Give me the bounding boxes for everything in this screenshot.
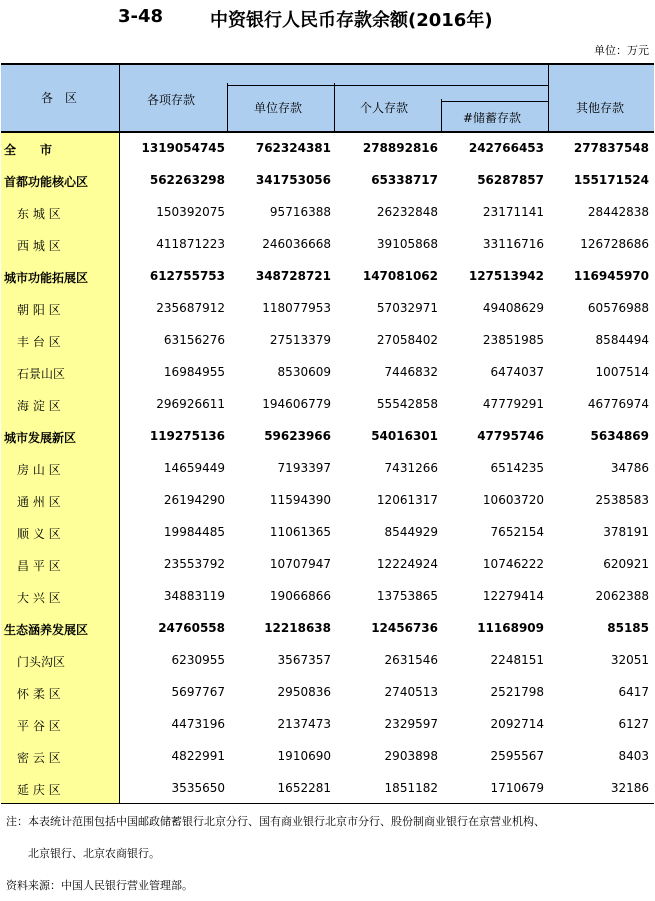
value-cell: 23171141 xyxy=(482,205,544,219)
value-cell: 1652281 xyxy=(277,781,331,795)
value-cell: 2903898 xyxy=(384,749,438,763)
region-name: 全 市 xyxy=(4,143,53,157)
region-name: 房 山 区 xyxy=(17,463,61,477)
value-cell: 10746222 xyxy=(482,557,544,571)
header-corporate: 单位存款 xyxy=(254,101,303,115)
value-cell: 119275136 xyxy=(149,429,225,443)
region-name: 密 云 区 xyxy=(17,751,61,765)
value-cell: 26194290 xyxy=(163,493,225,507)
value-cell: 246036668 xyxy=(262,237,331,251)
value-cell: 2538583 xyxy=(595,493,649,507)
table-row xyxy=(1,613,654,645)
value-cell: 32051 xyxy=(610,653,649,667)
value-cell: 378191 xyxy=(603,525,649,539)
region-name: 通 州 区 xyxy=(17,495,61,509)
value-cell: 118077953 xyxy=(262,301,331,315)
note-line-2: 北京银行、北京农商银行。 xyxy=(28,847,160,860)
value-cell: 16984955 xyxy=(163,365,225,379)
value-cell: 28442838 xyxy=(587,205,649,219)
region-name: 大 兴 区 xyxy=(17,591,61,605)
value-cell: 341753056 xyxy=(255,173,331,187)
value-cell: 46776974 xyxy=(587,397,649,411)
table-row xyxy=(1,485,654,517)
table-row xyxy=(1,549,654,581)
value-cell: 1910690 xyxy=(277,749,331,763)
table-row xyxy=(1,133,654,165)
value-cell: 1710679 xyxy=(490,781,544,795)
value-cell: 65338717 xyxy=(371,173,438,187)
region-name: 首都功能核心区 xyxy=(4,175,89,189)
region-name: 西 城 区 xyxy=(17,239,61,253)
value-cell: 1851182 xyxy=(384,781,438,795)
value-cell: 411871223 xyxy=(156,237,225,251)
value-cell: 10707947 xyxy=(269,557,331,571)
value-cell: 8544929 xyxy=(384,525,438,539)
table-row xyxy=(1,677,654,709)
value-cell: 47779291 xyxy=(482,397,544,411)
page-title xyxy=(0,4,655,34)
value-cell: 2521798 xyxy=(490,685,544,699)
table-row xyxy=(1,197,654,229)
region-name: 延 庆 区 xyxy=(17,783,61,797)
value-cell: 2092714 xyxy=(490,717,544,731)
region-name: 门头沟区 xyxy=(17,655,66,669)
table-row xyxy=(1,453,654,485)
value-cell: 55542858 xyxy=(376,397,438,411)
unit-label: 单位：万元 xyxy=(594,44,649,57)
value-cell: 235687912 xyxy=(156,301,225,315)
region-name: 昌 平 区 xyxy=(17,559,61,573)
table-row xyxy=(1,325,654,357)
value-cell: 12456736 xyxy=(371,621,438,635)
region-name: 城市发展新区 xyxy=(4,431,77,445)
value-cell: 11061365 xyxy=(269,525,331,539)
value-cell: 63156276 xyxy=(163,333,225,347)
value-cell: 7193397 xyxy=(277,461,331,475)
value-cell: 54016301 xyxy=(371,429,438,443)
region-name: 城市功能拓展区 xyxy=(4,271,89,285)
value-cell: 2740513 xyxy=(384,685,438,699)
table-row xyxy=(1,581,654,613)
region-name: 东 城 区 xyxy=(17,207,61,221)
value-cell: 1007514 xyxy=(595,365,649,379)
header-other: 其他存款 xyxy=(576,101,625,115)
value-cell: 56287857 xyxy=(477,173,544,187)
value-cell: 12279414 xyxy=(482,589,544,603)
note-line-1: 注：本表统计范围包括中国邮政储蓄银行北京分行、国有商业银行北京市分行、股份制商业银行在京营业机构、 xyxy=(6,815,545,828)
value-cell: 23553792 xyxy=(163,557,225,571)
value-cell: 147081062 xyxy=(362,269,438,283)
value-cell: 19984485 xyxy=(163,525,225,539)
value-cell: 4473196 xyxy=(171,717,225,731)
value-cell: 348728721 xyxy=(255,269,331,283)
value-cell: 612755753 xyxy=(149,269,225,283)
value-cell: 60576988 xyxy=(587,301,649,315)
value-cell: 11594390 xyxy=(269,493,331,507)
value-cell: 6417 xyxy=(618,685,649,699)
value-cell: 19066866 xyxy=(269,589,331,603)
table-row xyxy=(1,517,654,549)
value-cell: 27513379 xyxy=(269,333,331,347)
value-cell: 8403 xyxy=(618,749,649,763)
table-row xyxy=(1,229,654,261)
value-cell: 47795746 xyxy=(477,429,544,443)
region-name: 丰 台 区 xyxy=(17,335,61,349)
value-cell: 32186 xyxy=(610,781,649,795)
value-cell: 277837548 xyxy=(573,141,649,155)
value-cell: 620921 xyxy=(603,557,649,571)
value-cell: 2631546 xyxy=(384,653,438,667)
value-cell: 1319054745 xyxy=(141,141,225,155)
value-cell: 3535650 xyxy=(171,781,225,795)
table-row xyxy=(1,709,654,741)
value-cell: 6514235 xyxy=(490,461,544,475)
table-row xyxy=(1,741,654,773)
value-cell: 116945970 xyxy=(573,269,649,283)
value-cell: 49408629 xyxy=(482,301,544,315)
header-savings: #储蓄存款 xyxy=(463,111,522,125)
table-title: 中资银行人民币存款余额(2016年) xyxy=(210,10,493,31)
value-cell: 155171524 xyxy=(573,173,649,187)
value-cell: 126728686 xyxy=(580,237,649,251)
region-name: 生态涵养发展区 xyxy=(4,623,89,637)
value-cell: 85185 xyxy=(607,621,649,635)
value-cell: 14659449 xyxy=(163,461,225,475)
source-note: 资料来源：中国人民银行营业管理部。 xyxy=(6,879,193,892)
value-cell: 12218638 xyxy=(264,621,331,635)
deposit-table xyxy=(1,63,654,803)
table-header xyxy=(1,63,654,133)
region-name: 海 淀 区 xyxy=(17,399,61,413)
value-cell: 10603720 xyxy=(482,493,544,507)
value-cell: 23851985 xyxy=(482,333,544,347)
region-name: 朝 阳 区 xyxy=(17,303,61,317)
value-cell: 278892816 xyxy=(362,141,438,155)
value-cell: 6230955 xyxy=(171,653,225,667)
value-cell: 12061317 xyxy=(376,493,438,507)
value-cell: 34786 xyxy=(610,461,649,475)
table-row xyxy=(1,389,654,421)
header-region: 各 区 xyxy=(41,91,78,105)
value-cell: 27058402 xyxy=(376,333,438,347)
table-row xyxy=(1,357,654,389)
value-cell: 39105868 xyxy=(376,237,438,251)
region-name: 怀 柔 区 xyxy=(17,687,61,701)
value-cell: 5697767 xyxy=(171,685,225,699)
value-cell: 2062388 xyxy=(595,589,649,603)
table-row xyxy=(1,165,654,197)
region-name: 平 谷 区 xyxy=(17,719,61,733)
value-cell: 3567357 xyxy=(277,653,331,667)
header-personal: 个人存款 xyxy=(360,101,409,115)
table-row xyxy=(1,261,654,293)
region-name: 石景山区 xyxy=(17,367,66,381)
value-cell: 7446832 xyxy=(384,365,438,379)
value-cell: 59623966 xyxy=(264,429,331,443)
value-cell: 7431266 xyxy=(384,461,438,475)
value-cell: 2950836 xyxy=(277,685,331,699)
value-cell: 2595567 xyxy=(490,749,544,763)
value-cell: 34883119 xyxy=(163,589,225,603)
value-cell: 12224924 xyxy=(376,557,438,571)
value-cell: 8584494 xyxy=(595,333,649,347)
value-cell: 2137473 xyxy=(277,717,331,731)
table-row xyxy=(1,421,654,453)
table-row xyxy=(1,293,654,325)
value-cell: 562263298 xyxy=(149,173,225,187)
value-cell: 150392075 xyxy=(156,205,225,219)
value-cell: 95716388 xyxy=(269,205,331,219)
value-cell: 57032971 xyxy=(376,301,438,315)
value-cell: 296926611 xyxy=(156,397,225,411)
value-cell: 33116716 xyxy=(482,237,544,251)
value-cell: 4822991 xyxy=(171,749,225,763)
table-row xyxy=(1,773,654,805)
value-cell: 762324381 xyxy=(255,141,331,155)
value-cell: 11168909 xyxy=(477,621,544,635)
value-cell: 13753865 xyxy=(376,589,438,603)
header-total: 各项存款 xyxy=(147,93,196,107)
value-cell: 2248151 xyxy=(490,653,544,667)
value-cell: 7652154 xyxy=(490,525,544,539)
value-cell: 242766453 xyxy=(468,141,544,155)
value-cell: 26232848 xyxy=(376,205,438,219)
table-row xyxy=(1,645,654,677)
value-cell: 24760558 xyxy=(158,621,225,635)
value-cell: 5634869 xyxy=(590,429,649,443)
table-number: 3-48 xyxy=(118,6,164,27)
value-cell: 194606779 xyxy=(262,397,331,411)
region-name: 顺 义 区 xyxy=(17,527,61,541)
value-cell: 6474037 xyxy=(490,365,544,379)
value-cell: 6127 xyxy=(618,717,649,731)
value-cell: 8530609 xyxy=(277,365,331,379)
value-cell: 2329597 xyxy=(384,717,438,731)
value-cell: 127513942 xyxy=(468,269,544,283)
